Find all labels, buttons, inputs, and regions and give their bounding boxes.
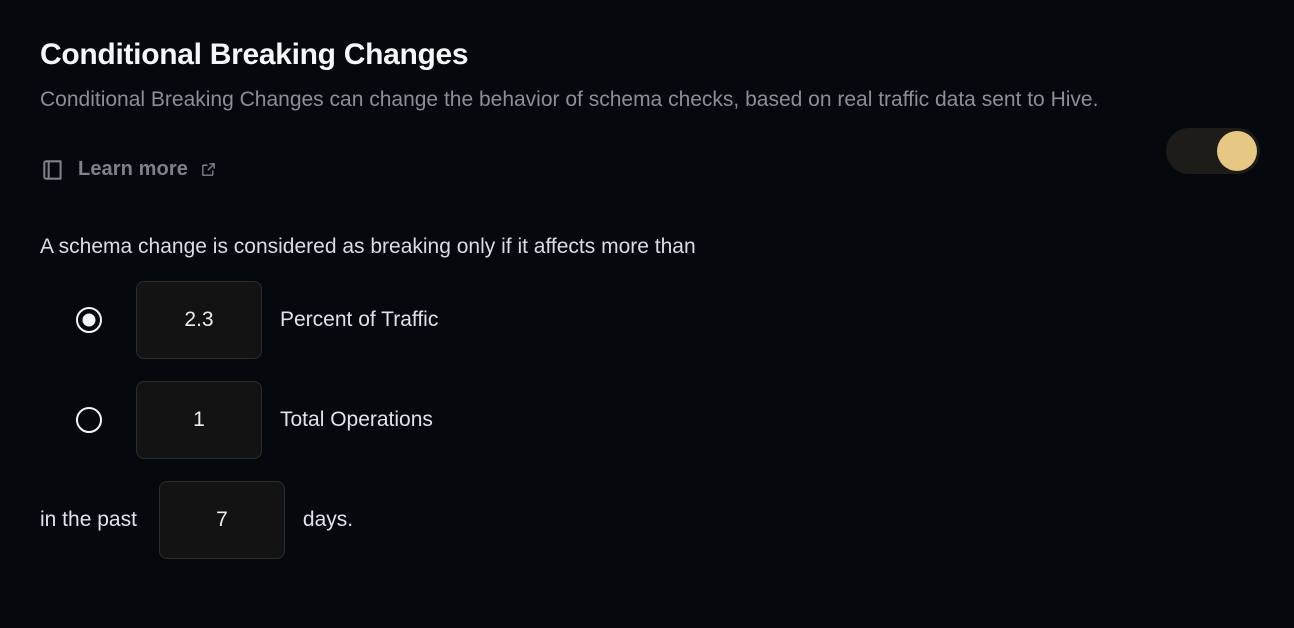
period-prefix-label: in the past bbox=[40, 507, 137, 531]
learn-more-row bbox=[40, 157, 1254, 183]
conditional-breaking-changes-toggle[interactable] bbox=[1166, 128, 1260, 174]
option-row-percent-of-traffic[interactable] bbox=[40, 281, 1254, 359]
book-icon bbox=[40, 157, 66, 183]
external-link-icon[interactable] bbox=[200, 161, 217, 178]
page-title: Conditional Breaking Changes bbox=[40, 38, 469, 71]
radio-percent-of-traffic[interactable] bbox=[76, 307, 102, 333]
condition-statement: A schema change is considered as breaking only if it affects more than bbox=[40, 234, 696, 258]
percent-of-traffic-input[interactable] bbox=[136, 281, 262, 359]
toggle-knob bbox=[1217, 131, 1257, 171]
total-operations-label: Total Operations bbox=[280, 407, 433, 431]
percent-of-traffic-label: Percent of Traffic bbox=[280, 307, 439, 331]
learn-more-link[interactable]: Learn more bbox=[78, 158, 188, 181]
total-operations-input[interactable] bbox=[136, 381, 262, 459]
period-days-input[interactable] bbox=[159, 481, 285, 559]
period-suffix-label: days. bbox=[302, 507, 354, 531]
radio-total-operations[interactable] bbox=[76, 407, 102, 433]
section-description: Conditional Breaking Changes can change the behavior of schema checks, based on real traffic data sent to Hive. bbox=[40, 88, 1099, 111]
option-row-total-operations[interactable] bbox=[40, 381, 1254, 459]
retention-period-row bbox=[40, 481, 1254, 559]
